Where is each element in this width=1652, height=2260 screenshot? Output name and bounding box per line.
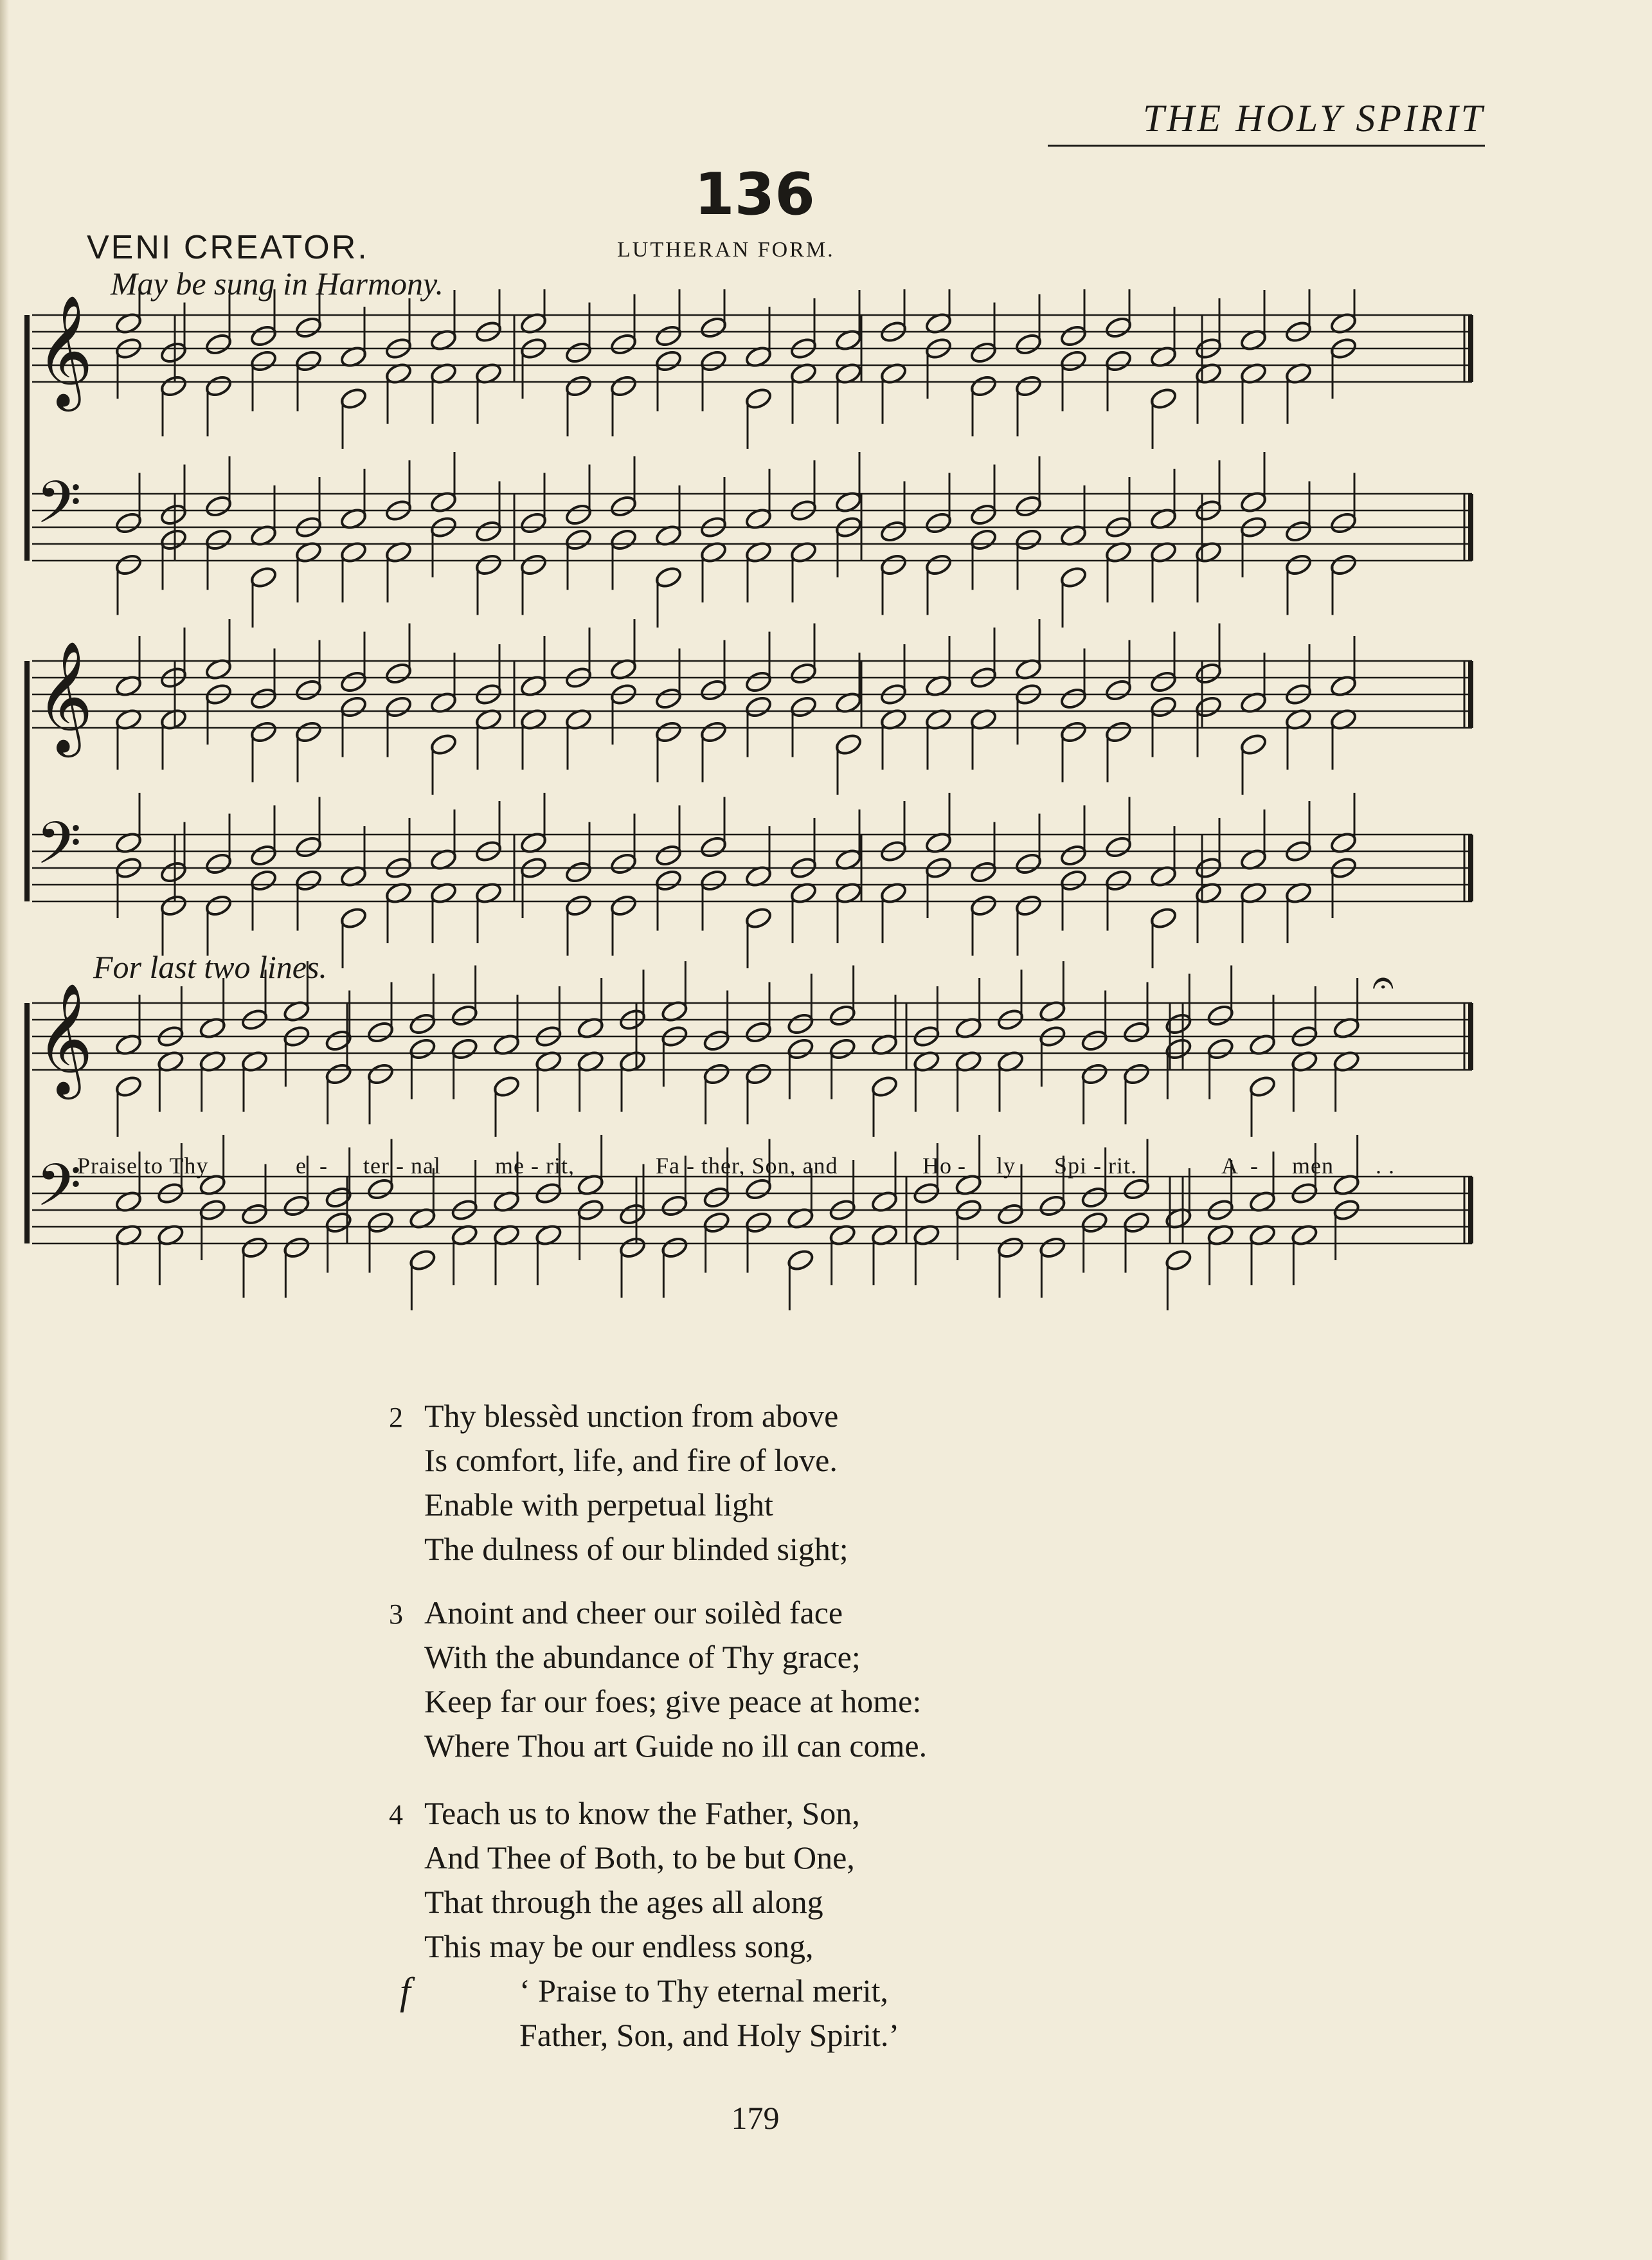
lyric-syllable: A: [1221, 1153, 1239, 1179]
lyric-syllable: . .: [1376, 1153, 1395, 1179]
tune-form: LUTHERAN FORM.: [617, 238, 835, 262]
verse-line: With the abundance of Thy grace;: [424, 1639, 861, 1675]
final-barline: [1468, 494, 1473, 561]
lyric-syllable: ly: [996, 1153, 1016, 1179]
verse-number: 4: [389, 1799, 403, 1831]
verse-2: [389, 1394, 848, 1571]
system-bracket: [24, 1003, 30, 1243]
verse-line: That through the ages all along: [424, 1884, 823, 1920]
lyric-syllable: Ho: [922, 1153, 952, 1179]
dynamic-marking: f: [400, 1970, 411, 2012]
section-title: THE HOLY SPIRIT: [1048, 96, 1485, 147]
bass-clef-icon: 𝄢: [36, 468, 82, 551]
treble-clef-icon: 𝄞: [36, 982, 93, 1095]
verse-4: [389, 1791, 900, 2057]
bass-clef-icon: 𝄢: [36, 1151, 82, 1234]
system-bracket: [24, 661, 30, 901]
page-number: 179: [731, 2100, 780, 2136]
verse-3: [389, 1591, 928, 1768]
verse-line: Anoint and cheer our soilèd face: [424, 1595, 843, 1631]
verse-line: Is comfort, life, and fire of love.: [424, 1442, 838, 1478]
lyric-syllable: Spi - rit.: [1054, 1153, 1138, 1179]
final-barline: [1468, 1177, 1473, 1243]
verse-number: 3: [389, 1598, 403, 1630]
verse-number: 2: [389, 1402, 403, 1433]
verse-line: Thy blessèd unction from above: [424, 1398, 839, 1434]
verse-line: Enable with perpetual light: [424, 1487, 773, 1523]
tune-name: VENI CREATOR.: [87, 229, 369, 266]
music-score: [19, 289, 1498, 1337]
lyric-syllable: -: [958, 1153, 966, 1179]
lyric-syllable: -: [319, 1153, 328, 1179]
closing-line: ‘ Praise to Thy eternal merit,: [519, 1973, 888, 2009]
bass-clef-icon: 𝄢: [36, 809, 82, 892]
treble-clef-icon: 𝄞: [36, 640, 93, 753]
final-barline: [1468, 835, 1473, 901]
treble-clef-icon: 𝄞: [36, 294, 93, 407]
verse-line: The dulness of our blinded sight;: [424, 1531, 848, 1567]
verse-line: Where Thou art Guide no ill can come.: [424, 1728, 928, 1764]
final-barline: [1468, 315, 1473, 382]
final-barline: [1468, 1003, 1473, 1070]
fermata-icon: 𝄐: [1372, 960, 1394, 1005]
hymn-number: 136: [694, 161, 815, 228]
lyric-syllable: Praise to Thy: [77, 1153, 209, 1179]
verse-line: Teach us to know the Father, Son,: [424, 1795, 860, 1831]
lyric-syllable: e: [296, 1153, 307, 1179]
lyric-syllable: Fa - ther, Son, and: [656, 1153, 838, 1179]
verse-line: And Thee of Both, to be but One,: [424, 1840, 855, 1876]
page-edge-shadow: [0, 0, 9, 2260]
performance-instruction: May be sung in Harmony.: [111, 266, 444, 302]
lyric-syllable: me - rit,: [495, 1153, 575, 1179]
lyric-syllable: ter - nal: [363, 1153, 441, 1179]
lyric-syllable: men: [1292, 1153, 1334, 1179]
verse-line: Keep far our foes; give peace at home:: [424, 1683, 922, 1719]
system-bracket: [24, 315, 30, 561]
lyric-syllable: -: [1250, 1153, 1259, 1179]
closing-line: Father, Son, and Holy Spirit.’: [519, 2017, 900, 2053]
verse-line: This may be our endless song,: [424, 1928, 814, 1964]
final-barline: [1468, 661, 1473, 728]
last-lines-label: For last two lines.: [93, 949, 327, 985]
